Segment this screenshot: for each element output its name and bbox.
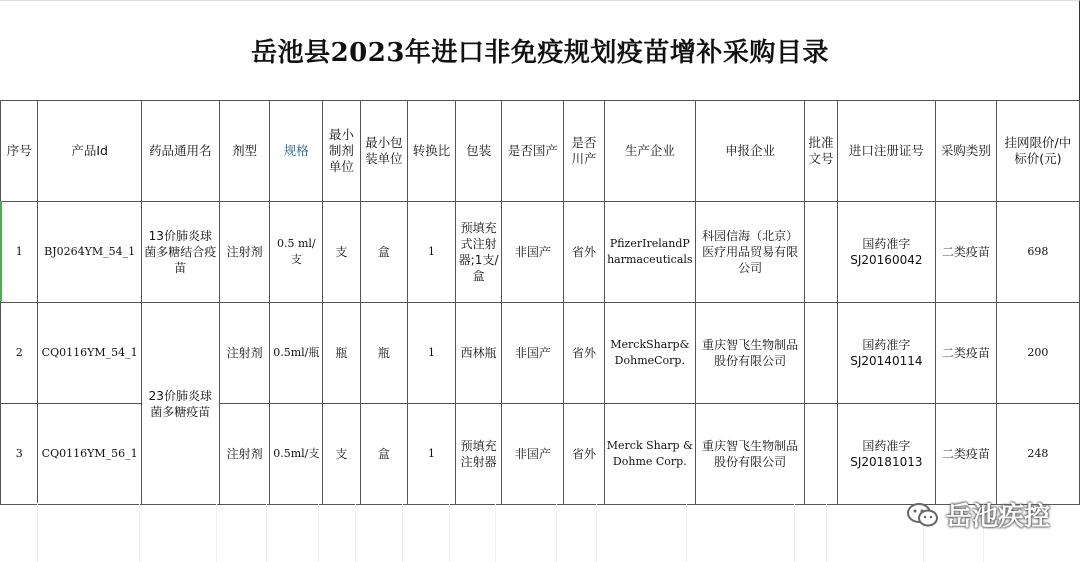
cell-packaging: 预填充式注射器;1支/盒	[455, 202, 502, 303]
col-header-seq: 序号	[1, 101, 38, 202]
cell-sichuan: 省外	[564, 303, 605, 404]
cell-domestic: 非国产	[502, 303, 564, 404]
cell-product-id: BJ0264YM_54_1	[38, 202, 141, 303]
cell-sichuan: 省外	[564, 202, 605, 303]
import-reg-line1: 国药准字	[862, 338, 911, 352]
cell-min-unit: 支	[323, 202, 360, 303]
document-title: 岳池县2023年进口非免疫规划疫苗增补采购目录	[251, 37, 829, 68]
import-reg-line2: SJ20181013	[850, 455, 923, 469]
col-header-dosage-form: 剂型	[219, 101, 270, 202]
col-header-price: 挂网限价/中标价(元)	[996, 101, 1079, 202]
col-header-drug-name: 药品通用名	[141, 101, 219, 202]
col-header-min-pack: 最小包装单位	[360, 101, 408, 202]
cell-min-pack: 盒	[360, 404, 408, 505]
table-row	[1, 202, 1080, 303]
cell-min-pack: 瓶	[360, 303, 408, 404]
col-header-approval: 批准文号	[805, 101, 837, 202]
cell-applicant: 重庆智飞生物制品股份有限公司	[695, 404, 804, 505]
col-header-applicant: 申报企业	[695, 101, 804, 202]
cell-ratio: 1	[408, 404, 456, 505]
cell-manufacturer: PfizerIrelandPharmaceuticals	[604, 202, 695, 303]
procurement-table	[0, 100, 1080, 505]
cell-price: 698	[996, 202, 1079, 303]
cell-spec: 0.5ml/瓶	[270, 303, 323, 404]
cell-dosage-form: 注射剂	[219, 202, 270, 303]
cell-ratio: 1	[408, 202, 456, 303]
import-reg-line1: 国药准字	[862, 439, 911, 453]
cell-import-reg	[837, 303, 935, 404]
cell-product-id: CQ0116YM_54_1	[38, 303, 141, 404]
cell-price: 200	[996, 303, 1079, 404]
cell-packaging: 预填充注射器	[455, 404, 502, 505]
cell-applicant: 重庆智飞生物制品股份有限公司	[695, 303, 804, 404]
cell-seq: 3	[1, 404, 38, 505]
col-header-manufacturer: 生产企业	[604, 101, 695, 202]
cell-packaging: 西林瓶	[455, 303, 502, 404]
cell-drug-name: 23价肺炎球菌多糖疫苗	[141, 303, 219, 505]
table-row	[1, 303, 1080, 404]
cell-import-reg	[837, 404, 935, 505]
cell-manufacturer: MerckSharp&DohmeCorp.	[604, 303, 695, 404]
cell-spec: 0.5ml/支	[270, 404, 323, 505]
col-header-sichuan: 是否川产	[564, 101, 605, 202]
cell-category: 二类疫苗	[936, 202, 997, 303]
cell-category: 二类疫苗	[936, 303, 997, 404]
cell-approval	[805, 303, 837, 404]
col-header-spec: 规格	[270, 101, 323, 202]
cell-manufacturer: Merck Sharp & Dohme Corp.	[604, 404, 695, 505]
cell-approval	[805, 404, 837, 505]
cell-min-pack: 盒	[360, 202, 408, 303]
col-header-packaging: 包装	[455, 101, 502, 202]
cell-approval	[805, 202, 837, 303]
wechat-icon	[906, 502, 940, 528]
col-header-import-reg: 进口注册证号	[837, 101, 935, 202]
cell-domestic: 非国产	[502, 404, 564, 505]
cell-import-reg	[837, 202, 935, 303]
import-reg-line2: SJ20160042	[850, 253, 923, 267]
import-reg-line1: 国药准字	[862, 237, 911, 251]
cell-domestic: 非国产	[502, 202, 564, 303]
cell-drug-name: 13价肺炎球菌多糖结合疫苗	[141, 202, 219, 303]
cell-sichuan: 省外	[564, 404, 605, 505]
cell-seq: 2	[1, 303, 38, 404]
cell-dosage-form: 注射剂	[219, 303, 270, 404]
import-reg-line2: SJ20140114	[850, 354, 923, 368]
cell-price: 248	[996, 404, 1079, 505]
cell-spec: 0.5 ml/支	[270, 202, 323, 303]
row-selection-indicator	[0, 201, 2, 301]
col-header-category: 采购类别	[936, 101, 997, 202]
col-header-product-id: 产品Id	[38, 101, 141, 202]
cell-seq: 1	[1, 202, 38, 303]
cell-product-id: CQ0116YM_56_1	[38, 404, 141, 505]
watermark-text: 岳池疾控	[945, 502, 1050, 532]
header-row	[1, 101, 1080, 202]
cell-dosage-form: 注射剂	[219, 404, 270, 505]
col-header-ratio: 转换比	[408, 101, 456, 202]
col-header-domestic: 是否国产	[502, 101, 564, 202]
cell-ratio: 1	[408, 303, 456, 404]
cell-min-unit: 瓶	[323, 303, 360, 404]
cell-applicant: 科园信海（北京）医疗用品贸易有限公司	[695, 202, 804, 303]
cell-min-unit: 支	[323, 404, 360, 505]
cell-category: 二类疫苗	[936, 404, 997, 505]
col-header-min-unit: 最小制剂单位	[323, 101, 360, 202]
watermark	[906, 496, 1050, 533]
